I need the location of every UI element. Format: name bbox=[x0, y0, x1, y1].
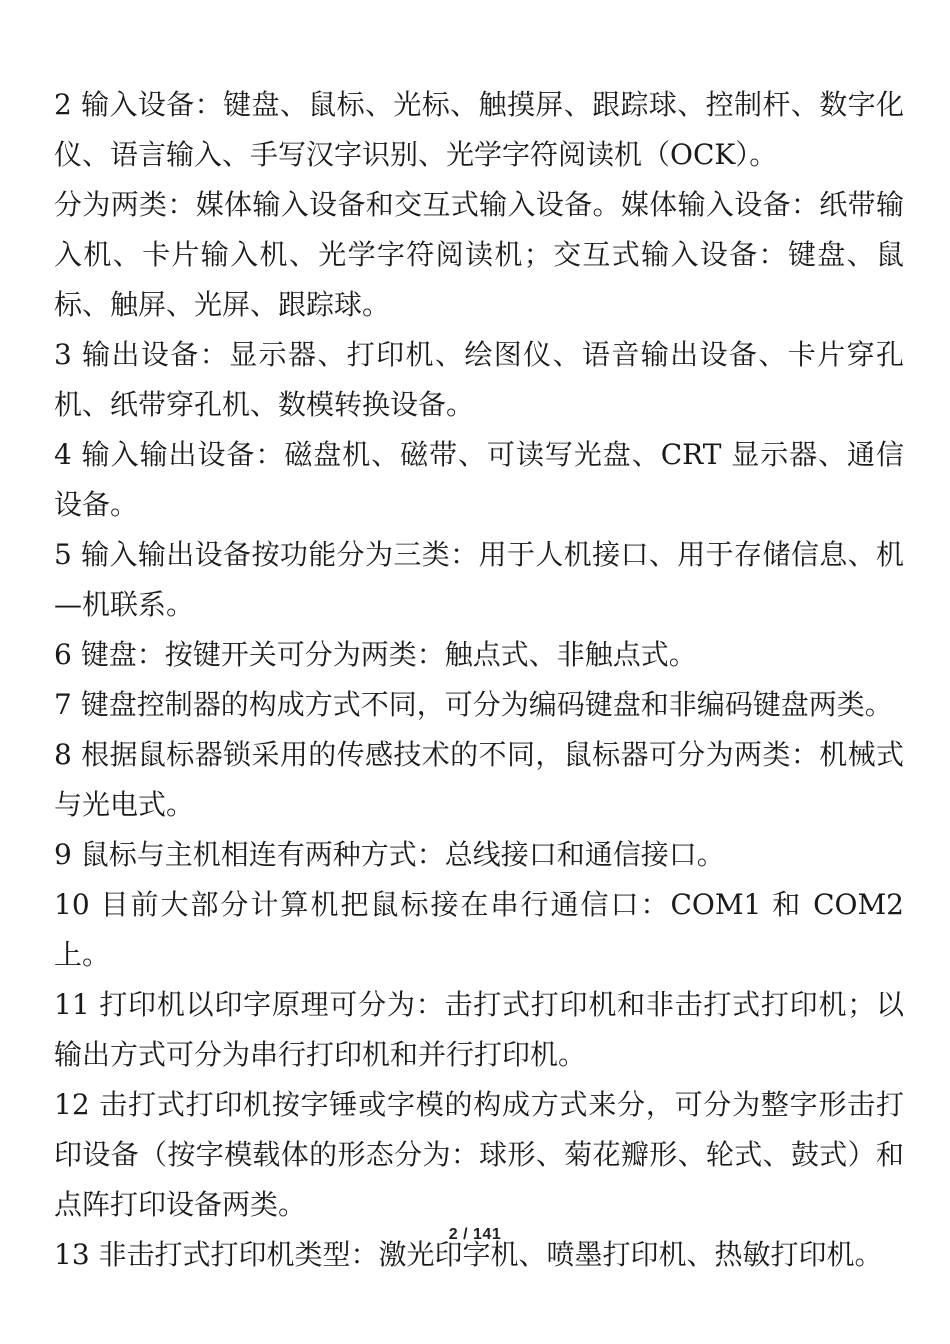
paragraph-mouse-com-port: 10 目前大部分计算机把鼠标接在串行通信口：COM1 和 COM2 上。 bbox=[54, 888, 904, 971]
paragraph-mouse-connection: 9 鼠标与主机相连有两种方式：总线接口和通信接口。 bbox=[54, 838, 725, 871]
paragraph-io-function-types: 5 输入输出设备按功能分为三类：用于人机接口、用于存储信息、机—机联系。 bbox=[54, 538, 904, 621]
paragraph-input-device-types: 分为两类：媒体输入设备和交互式输入设备。媒体输入设备：纸带输入机、卡片输入机、光学字符阅读机；交互式输入设备：键盘、鼠标、触屏、光屏、跟踪球。 bbox=[54, 188, 904, 321]
document-body bbox=[54, 80, 904, 1280]
page-number: 2 / 141 bbox=[448, 1226, 502, 1243]
paragraph-printer-types: 11 打印机以印字原理可分为：击打式打印机和非击打式打印机；以输出方式可分为串行打印机和并行打印机。 bbox=[54, 988, 904, 1071]
paragraph-impact-printer: 12 击打式打印机按字锤或字模的构成方式来分，可分为整字形击打印设备（按字模载体的形态分为：球形、菊花瓣形、轮式、鼓式）和点阵打印设备两类。 bbox=[54, 1088, 904, 1221]
paragraph-io-devices: 4 输入输出设备：磁盘机、磁带、可读写光盘、CRT 显示器、通信设备。 bbox=[54, 438, 904, 521]
paragraph-keyboard-controller: 7 键盘控制器的构成方式不同，可分为编码键盘和非编码键盘两类。 bbox=[54, 688, 893, 721]
paragraph-keyboard-switch: 6 键盘：按键开关可分为两类：触点式、非触点式。 bbox=[54, 638, 697, 671]
paragraph-input-devices: 2 输入设备：键盘、鼠标、光标、触摸屏、跟踪球、控制杆、数字化仪、语言输入、手写汉字识别、光学字符阅读机（OCK）。 bbox=[54, 88, 904, 171]
paragraph-mouse-sensor: 8 根据鼠标器锁采用的传感技术的不同，鼠标器可分为两类：机械式与光电式。 bbox=[54, 738, 904, 821]
paragraph-output-devices: 3 输出设备：显示器、打印机、绘图仪、语音输出设备、卡片穿孔机、纸带穿孔机、数模转换设备。 bbox=[54, 338, 904, 421]
paragraph-non-impact-printer: 13 非击打式打印机类型：激光印字机、喷墨打印机、热敏打印机。 bbox=[54, 1238, 883, 1271]
